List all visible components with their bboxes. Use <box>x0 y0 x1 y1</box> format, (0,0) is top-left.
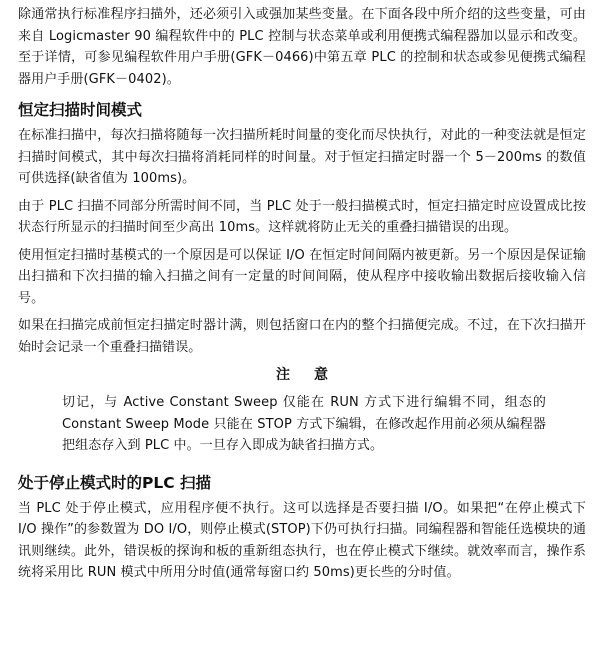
document-page <box>18 4 586 584</box>
constant-sweep-paragraph-3: 使用恒定扫描时基模式的一个原因是可以保证 I/O 在恒定时间间隔内被更新。另一个原因是保证输出扫描和下次扫描的输入扫描之间有一定量的时间间隔，使从程序中接收输出数据后接收输入信号。 <box>18 247 586 306</box>
note-block <box>18 364 586 457</box>
constant-sweep-section <box>18 98 586 358</box>
stop-mode-paragraph: 当 PLC 处于停止模式，应用程序便不执行。这可以选择是否要扫描 I/O。如果把“在停止模式下 I/O 操作”的参数置为 DO I/O，则停止模式(STOP)下仍可执行扫描。同编程器和智能任选模块的通讯则继续。此外，错误板的探询和板的重新组态执行，也在停止模式下继续。就效率而言，操作系统将采用比 RUN 模式中所用分时值(通常每窗口约 50ms)更长些的分时值。 <box>18 500 586 580</box>
intro-paragraph: 除通常执行标准程序扫描外，还必须引入或强加某些变量。在下面各段中所介绍的这些变量，可由来自 Logicmaster 90 编程软件中的 PLC 控制与状态菜单或利用便携式编程器加以显示和改变。至于详情，可参见编程软件用户手册(GFK－0466)中第五章 PLC 的控制和状态或参见便携式编程器用户手册(GFK－0402)。 <box>18 7 586 87</box>
stop-mode-section <box>18 471 586 584</box>
note-body: 切记，与 Active Constant Sweep 仅能在 RUN 方式下进行编辑不同，组态的 Constant Sweep Mode 只能在 STOP 方式下编辑，在修改起作用前必须从编程器把组态存入到 PLC 中。一旦存入即成为缺省扫描方式。 <box>62 395 546 453</box>
stop-mode-heading: 处于停止模式时的PLC 扫描 <box>18 473 212 492</box>
constant-sweep-paragraph-1: 在标准扫描中，每次扫描将随每一次扫描所耗时间量的变化而尽快执行，对此的一种变法就是恒定扫描时间模式，其中每次扫描将消耗同样的时间量。对于恒定扫描定时器一个 5－200ms 的数值可供选择(缺省值为 100ms)。 <box>18 128 586 186</box>
note-title: 注意 <box>276 367 352 383</box>
constant-sweep-paragraph-4: 如果在扫描完成前恒定扫描定时器计满，则包括窗口在内的整个扫描便完成。不过，在下次扫描开始时会记录一个重叠扫描错误。 <box>18 318 586 355</box>
constant-sweep-paragraph-2: 由于 PLC 扫描不同部分所需时间不同，当 PLC 处于一般扫描模式时，恒定扫描定时应设置成比按状态行所显示的扫描时间至少高出 10ms。这样就将防止无关的重叠扫描错误的出现。 <box>18 198 586 235</box>
constant-sweep-heading: 恒定扫描时间模式 <box>18 101 143 119</box>
note-body-container <box>62 392 546 457</box>
